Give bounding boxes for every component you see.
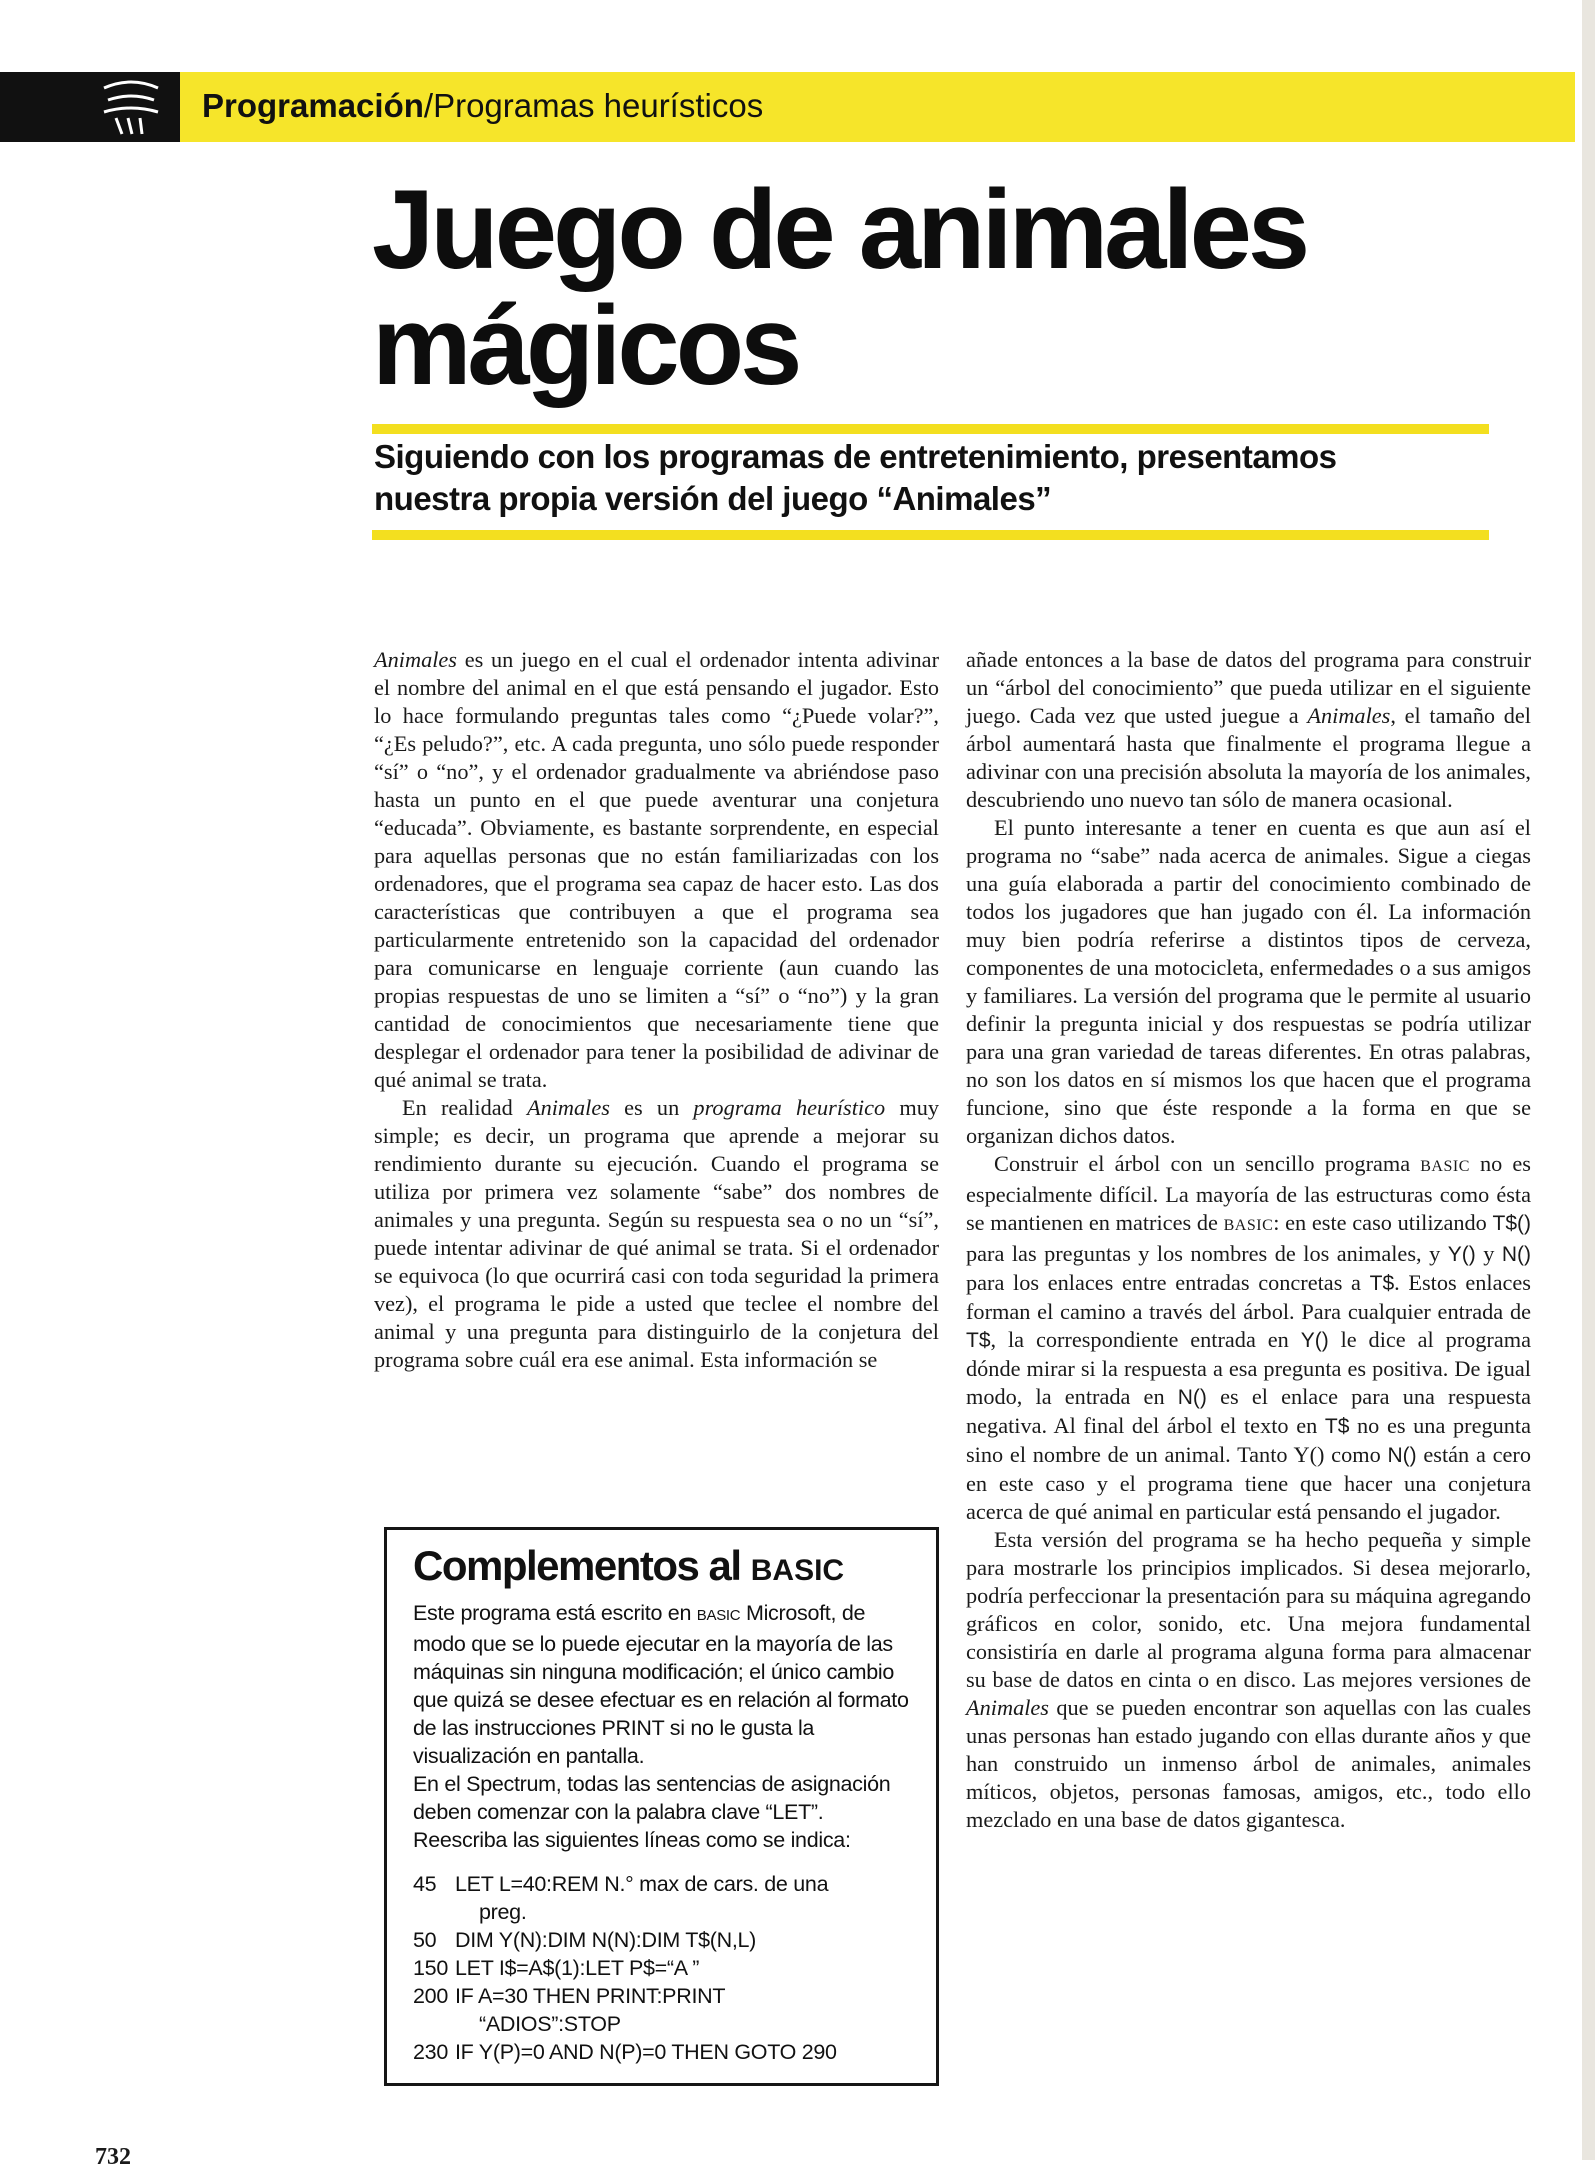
emphasis: Animales <box>1307 703 1391 728</box>
box-intro <box>413 1599 918 1770</box>
article-subtitle <box>374 436 1494 520</box>
paragraph-text: es un juego en el cual el ordenador intenta adivinar el nombre del animal en el que está pensando el jugador. Esto lo hace formulando preguntas tales como “¿Puede volar?”, “¿Es peludo?”, etc. A cada pregunta, uno sólo puede responder “sí” o “no”, y el ordenador gradualmente va abriéndose paso hasta un punto en el que puede aventurar una conjetura “educada”. Obviamente, es bastante sorprendente, en especial para aquellas personas que no están familiarizadas con los ordenadores, que el programa sea capaz de hacer esto. Las dos características que contribuyen a que el programa sea particularmente entretenido son la capacidad del ordenador para comunicarse en lenguaje corriente (aun cuando las propias respuestas de uno se limiten a “sí” o “no”) y la gran cantidad de conocimientos que necesariamente tiene que desplegar el ordenador para tener la posibilidad de adivinar de qué animal se trata. <box>374 647 939 1092</box>
code-token: Y() <box>1300 1329 1329 1352</box>
paragraph-text: muy simple; es decir, un programa que aprende a mejorar su rendimiento durante su ejecución. Cuando el programa se utiliza por primera vez solamente “sabe” dos nombres de animales y una pregunta. Según su respuesta sea o no un “sí”, puede intentar adivinar de qué animal se trata. Si el ordenador se equivoca (lo que ocurrirá casi con toda seguridad la primera vez), el programa le pide a usted que teclee el nombre del animal y una pregunta para distinguirlo de la conjetura del programa sobre cuál era ese animal. Esta información se <box>374 1095 940 1372</box>
paragraph-text: , la correspondiente entrada en <box>990 1327 1301 1352</box>
code-listing <box>413 1870 918 2066</box>
page-number: 732 <box>95 2144 131 2170</box>
line-code: IF Y(P)=0 AND N(P)=0 THEN GOTO 290 <box>455 2040 837 2064</box>
paragraph-text: añade entonces a la base de datos del programa para construir un “árbol del conocimiento” que pueda utilizar en el siguiente juego. Cada vez que usted juegue a <box>966 647 1531 728</box>
emphasis: Animales <box>374 647 457 672</box>
paragraph-text: para las preguntas y los nombres de los animales, y <box>966 1241 1448 1266</box>
box-spectrum-note: En el Spectrum, todas las sentencias de asignación deben comenzar con la palabra clave “LET”. Reescriba las siguientes líneas como se indica: <box>413 1772 891 1852</box>
paragraph-text: le dice al programa dónde mirar si la respuesta a esa pregunta es positiva. De igual modo, la entrada en <box>966 1327 1531 1409</box>
page-edge <box>1582 0 1595 2160</box>
paragraph-text: Esta versión del programa se ha hecho pequeña y simple para mostrarle los principios implicados. Si desea mejorarlo, podría perfeccionar la presentación para su máquina agregando gráficos en color, sonido, etc. Una mejora fundamental consistiría en darle al programa alguna forma para almacenar su base de datos en cinta o en disco. Las mejores versiones de <box>966 1527 1531 1692</box>
box-basic-word: BASIC <box>696 1607 741 1624</box>
code-token: Y() <box>1447 1243 1476 1266</box>
line-number: 50 <box>413 1928 437 1952</box>
emphasis: Animales <box>966 1695 1049 1720</box>
right-column <box>966 646 1531 1834</box>
subtitle-rule-top <box>372 424 1489 434</box>
line-code: LET L=40:REM N.° max de cars. de una <box>455 1872 829 1896</box>
box-title <box>413 1542 918 1595</box>
paragraph-text: Construir el árbol con un sencillo programa <box>994 1151 1421 1176</box>
paragraph-text: que se pueden encontrar son aquellas con las cuales unas personas han estado jugando con ellas durante años y que han construido un inmenso árbol de animales, animales míticos, objetos, personas famosas, amigos, etc., todo ello mezclado en una base de datos gigantesca. <box>966 1695 1531 1832</box>
section-name: Programación <box>202 87 424 124</box>
right-paragraph-3 <box>966 1150 1531 1526</box>
right-paragraph-1 <box>966 646 1531 814</box>
line-number: 230 <box>413 2040 448 2064</box>
paragraph-text: : en este caso utilizando <box>1273 1210 1493 1235</box>
emphasis: programa heurístico <box>693 1095 886 1120</box>
left-paragraph-2 <box>374 1094 939 1374</box>
paragraph-text: para los enlaces entre entradas concretas a <box>966 1270 1370 1295</box>
title-line-2: mágicos <box>372 283 799 408</box>
code-line <box>413 2038 918 2066</box>
tally-lines-icon <box>96 78 166 136</box>
code-token: N() <box>1177 1386 1207 1409</box>
line-number: 200 <box>413 1984 448 2008</box>
paragraph-text: y <box>1475 1241 1502 1266</box>
code-line <box>413 1870 918 1926</box>
code-token: N() <box>1387 1444 1417 1467</box>
box-text: Este programa está escrito en <box>413 1601 697 1625</box>
subtitle-line-2: nuestra propia versión del juego “Animales” <box>374 480 1052 517</box>
right-paragraph-2: El punto interesante a tener en cuenta es que aun así el programa no “sabe” nada acerca de animales. Sigue a ciegas una guía elaborada a partir del conocimiento combinado de todos los jugadores que han jugado con él. La información muy bien podría referirse a distintos tipos de cerveza, componentes de una motocicleta, enfermedades o a sus amigos y familiares. La versión del programa que le permite al usuario definir la pregunta inicial y dos respuestas se podría utilizar para una gran variedad de tareas diferentes. En otras palabras, no son los datos en sí mismos los que hacen que el programa funcione, sino que éste responde a la forma en que se organizan dichos datos. <box>966 815 1531 1148</box>
box-text: Microsoft, de modo que se lo puede ejecutar en la mayoría de las máquinas sin ninguna modificación; el único cambio que quizá se desee efectuar es en relación al formato de las instrucciones PRINT si no le gusta la visualización en pantalla. <box>413 1601 909 1768</box>
title-line-1: Juego de animales <box>372 167 1307 292</box>
paragraph-text: . Estos enlaces forman el camino a través del árbol. Para cualquier entrada de <box>966 1270 1531 1324</box>
line-code: DIM Y(N):DIM N(N):DIM T$(N,L) <box>455 1928 757 1952</box>
basic-word: BASIC <box>1223 1217 1274 1234</box>
code-token: T$ <box>1369 1272 1395 1295</box>
code-line <box>413 1926 918 1954</box>
paragraph-text: están a cero en este caso y el programa tiene que hacer una conjetura acerca de qué animal en particular está pensando el jugador. <box>966 1442 1531 1524</box>
code-token: N() <box>1501 1243 1532 1266</box>
line-number: 150 <box>413 1956 448 1980</box>
line-continuation: “ADIOS”:STOP <box>479 2012 621 2036</box>
left-paragraph-1 <box>374 646 939 1094</box>
section-logo <box>0 72 180 142</box>
left-column <box>374 646 939 1374</box>
paragraph-text: es el enlace para una respuesta negativa. Al final del árbol el texto en <box>966 1384 1532 1438</box>
right-paragraph-4 <box>966 1526 1531 1834</box>
line-code: LET I$=A$(1):LET P$=“A ” <box>455 1956 700 1980</box>
line-code: IF A=30 THEN PRINT:PRINT <box>455 1984 726 2008</box>
code-line <box>413 1982 918 2038</box>
article-title <box>372 167 1532 408</box>
code-line <box>413 1954 918 1982</box>
subtitle-rule-bottom <box>372 530 1489 540</box>
line-number: 45 <box>413 1872 437 1896</box>
paragraph-text: , el tamaño del árbol aumentará hasta que finalmente el programa llegue a adivinar con una precisión absoluta la mayoría de los animales, descubriendo uno nuevo tan sólo de manera ocasional. <box>966 703 1531 812</box>
line-continuation: preg. <box>479 1900 527 1924</box>
box-title-basic: BASIC <box>750 1554 845 1587</box>
code-token: T$ <box>1324 1415 1350 1438</box>
paragraph-text: En realidad <box>402 1095 527 1120</box>
basic-complements-box <box>384 1527 939 2086</box>
section-breadcrumb <box>202 84 763 128</box>
code-token: T$() <box>1492 1212 1531 1235</box>
box-title-text: Complementos al <box>413 1542 751 1589</box>
paragraph-text: es un <box>609 1095 694 1120</box>
paragraph-text: no es una pregunta sino el nombre de un animal. Tanto Y() como <box>966 1413 1531 1467</box>
paragraph-text: no es especialmente difícil. La mayoría de las estructuras como ésta se mantienen en matrices de <box>966 1151 1531 1235</box>
section-topic: Programas heurísticos <box>433 87 764 124</box>
subtitle-line-1: Siguiendo con los programas de entretenimiento, presentamos <box>374 438 1337 475</box>
breadcrumb-separator: / <box>423 87 434 124</box>
basic-word: BASIC <box>1420 1158 1470 1175</box>
emphasis: Animales <box>526 1095 610 1120</box>
code-token: T$ <box>966 1329 991 1352</box>
